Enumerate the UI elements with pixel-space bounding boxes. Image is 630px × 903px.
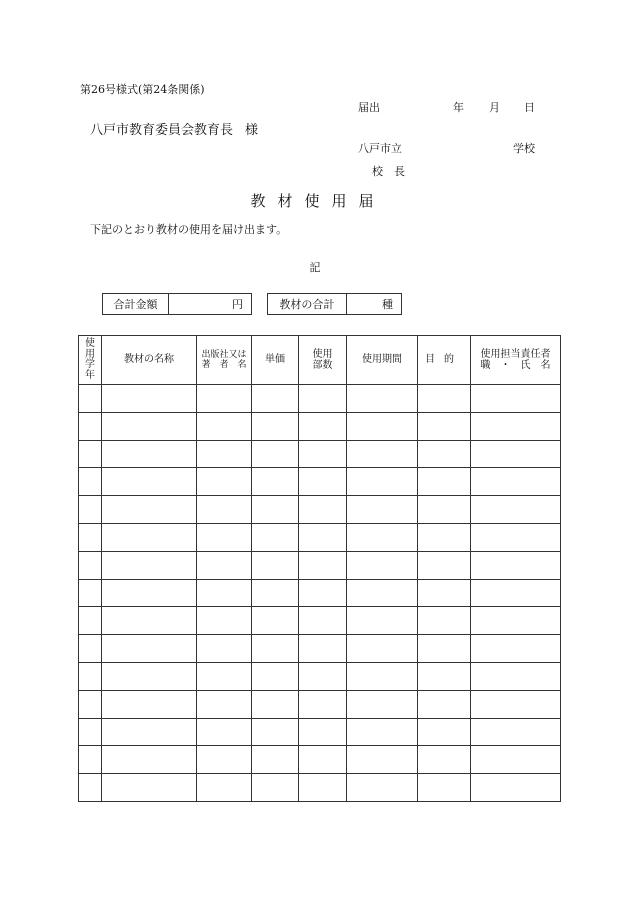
- period-cell[interactable]: [347, 690, 418, 718]
- purpose-cell[interactable]: [418, 496, 471, 524]
- header-responsible: 使用担当責任者 職 ・ 氏 名: [471, 336, 561, 385]
- material-name-cell[interactable]: [102, 690, 197, 718]
- responsible-cell[interactable]: [471, 468, 561, 496]
- addressee-honorific: 様: [245, 123, 259, 138]
- purpose-cell[interactable]: [418, 468, 471, 496]
- material-name-cell[interactable]: [102, 496, 197, 524]
- responsible-cell[interactable]: [471, 607, 561, 635]
- period-cell[interactable]: [347, 579, 418, 607]
- table-row: [79, 718, 561, 746]
- principal-label: 校 長: [372, 165, 405, 178]
- period-cell[interactable]: [347, 662, 418, 690]
- header-material-name: 教材の名称: [102, 336, 197, 385]
- unit-price-cell[interactable]: [252, 496, 299, 524]
- responsible-cell[interactable]: [471, 718, 561, 746]
- material-count-field[interactable]: [347, 294, 401, 314]
- grade-cell[interactable]: [79, 690, 102, 718]
- grade-cell[interactable]: [79, 468, 102, 496]
- responsible-cell[interactable]: [471, 496, 561, 524]
- copies-cell[interactable]: [299, 718, 347, 746]
- publisher-cell[interactable]: [197, 746, 252, 774]
- table-body: [79, 385, 561, 802]
- purpose-cell[interactable]: [418, 718, 471, 746]
- copies-cell[interactable]: [299, 607, 347, 635]
- header-purpose: 目的: [418, 336, 471, 385]
- responsible-cell[interactable]: [471, 551, 561, 579]
- unit-price-cell[interactable]: [252, 468, 299, 496]
- ki-label: 記: [309, 261, 321, 274]
- purpose-cell[interactable]: [418, 774, 471, 802]
- addressee-line: [90, 119, 258, 138]
- responsible-cell[interactable]: [471, 662, 561, 690]
- publisher-cell[interactable]: [197, 385, 252, 413]
- table-row: [79, 551, 561, 579]
- unit-price-cell[interactable]: [252, 385, 299, 413]
- grade-cell[interactable]: [79, 551, 102, 579]
- period-cell[interactable]: [347, 440, 418, 468]
- material-count-box: [267, 293, 402, 315]
- material-name-cell[interactable]: [102, 662, 197, 690]
- copies-cell[interactable]: [299, 690, 347, 718]
- unit-price-cell[interactable]: [252, 440, 299, 468]
- copies-cell[interactable]: [299, 635, 347, 663]
- submission-date-line: [358, 99, 536, 113]
- copies-cell[interactable]: [299, 385, 347, 413]
- copies-cell[interactable]: [299, 774, 347, 802]
- material-name-cell[interactable]: [102, 385, 197, 413]
- material-name-cell[interactable]: [102, 635, 197, 663]
- copies-cell[interactable]: [299, 746, 347, 774]
- grade-cell[interactable]: [79, 607, 102, 635]
- header-publisher: 出版社又は 著 者 名: [197, 336, 252, 385]
- unit-price-cell[interactable]: [252, 579, 299, 607]
- material-name-cell[interactable]: [102, 579, 197, 607]
- school-suffix: 学校: [513, 142, 535, 155]
- period-cell[interactable]: [347, 468, 418, 496]
- unit-price-cell[interactable]: [252, 412, 299, 440]
- submission-label: 届出: [358, 101, 380, 114]
- intro-text: 下記のとおり教材の使用を届け出ます。: [90, 223, 288, 236]
- copies-cell[interactable]: [299, 551, 347, 579]
- responsible-cell[interactable]: [471, 523, 561, 551]
- document-title: 教材使用届: [250, 192, 386, 210]
- period-cell[interactable]: [347, 551, 418, 579]
- purpose-cell[interactable]: [418, 551, 471, 579]
- publisher-cell[interactable]: [197, 440, 252, 468]
- material-name-cell[interactable]: [102, 412, 197, 440]
- publisher-cell[interactable]: [197, 551, 252, 579]
- table-row: [79, 746, 561, 774]
- grade-cell[interactable]: [79, 412, 102, 440]
- responsible-cell[interactable]: [471, 774, 561, 802]
- copies-cell[interactable]: [299, 468, 347, 496]
- table-row: [79, 579, 561, 607]
- purpose-cell[interactable]: [418, 523, 471, 551]
- unit-price-cell[interactable]: [252, 690, 299, 718]
- school-line: [358, 140, 538, 154]
- unit-price-cell[interactable]: [252, 718, 299, 746]
- grade-cell[interactable]: [79, 662, 102, 690]
- period-cell[interactable]: [347, 523, 418, 551]
- purpose-cell[interactable]: [418, 746, 471, 774]
- grade-cell[interactable]: [79, 496, 102, 524]
- grade-cell[interactable]: [79, 440, 102, 468]
- responsible-cell[interactable]: [471, 412, 561, 440]
- unit-price-cell[interactable]: [252, 662, 299, 690]
- purpose-cell[interactable]: [418, 579, 471, 607]
- copies-cell[interactable]: [299, 579, 347, 607]
- purpose-cell[interactable]: [418, 635, 471, 663]
- yen-unit: 円: [232, 298, 243, 311]
- grade-cell[interactable]: [79, 635, 102, 663]
- grade-cell[interactable]: [79, 385, 102, 413]
- material-name-cell[interactable]: [102, 607, 197, 635]
- responsible-cell[interactable]: [471, 579, 561, 607]
- publisher-cell[interactable]: [197, 412, 252, 440]
- header-copies: 使用 部数: [299, 336, 347, 385]
- table-row: [79, 607, 561, 635]
- addressee-name: 八戸市教育委員会教育長: [90, 123, 234, 138]
- total-amount-field[interactable]: [169, 294, 251, 314]
- material-name-cell[interactable]: [102, 718, 197, 746]
- table-row: [79, 440, 561, 468]
- period-cell[interactable]: [347, 496, 418, 524]
- purpose-cell[interactable]: [418, 662, 471, 690]
- year-label: 年: [453, 101, 464, 114]
- responsible-cell[interactable]: [471, 690, 561, 718]
- publisher-cell[interactable]: [197, 523, 252, 551]
- purpose-cell[interactable]: [418, 440, 471, 468]
- publisher-cell[interactable]: [197, 579, 252, 607]
- material-name-cell[interactable]: [102, 440, 197, 468]
- table-row: [79, 468, 561, 496]
- grade-cell[interactable]: [79, 746, 102, 774]
- publisher-cell[interactable]: [197, 718, 252, 746]
- publisher-cell[interactable]: [197, 690, 252, 718]
- copies-cell[interactable]: [299, 662, 347, 690]
- table-row: [79, 496, 561, 524]
- purpose-cell[interactable]: [418, 412, 471, 440]
- unit-price-cell[interactable]: [252, 607, 299, 635]
- period-cell[interactable]: [347, 607, 418, 635]
- material-name-cell[interactable]: [102, 523, 197, 551]
- table-row: [79, 774, 561, 802]
- purpose-cell[interactable]: [418, 607, 471, 635]
- school-prefix: 八戸市立: [358, 142, 402, 155]
- unit-price-cell[interactable]: [252, 551, 299, 579]
- period-cell[interactable]: [347, 718, 418, 746]
- period-cell[interactable]: [347, 774, 418, 802]
- form-number: 第26号様式(第24条関係): [80, 83, 205, 96]
- header-period: 使用期間: [347, 336, 418, 385]
- material-name-cell[interactable]: [102, 746, 197, 774]
- grade-cell[interactable]: [79, 523, 102, 551]
- publisher-cell[interactable]: [197, 662, 252, 690]
- copies-cell[interactable]: [299, 523, 347, 551]
- copies-cell[interactable]: [299, 440, 347, 468]
- purpose-cell[interactable]: [418, 690, 471, 718]
- table-header-row: [79, 336, 561, 385]
- responsible-cell[interactable]: [471, 440, 561, 468]
- period-cell[interactable]: [347, 412, 418, 440]
- material-count-label: 教材の合計: [268, 294, 347, 314]
- publisher-cell[interactable]: [197, 635, 252, 663]
- table-row: [79, 635, 561, 663]
- publisher-cell[interactable]: [197, 774, 252, 802]
- total-amount-box: [102, 293, 252, 315]
- publisher-cell[interactable]: [197, 607, 252, 635]
- material-name-cell[interactable]: [102, 468, 197, 496]
- copies-cell[interactable]: [299, 412, 347, 440]
- day-label: 日: [524, 101, 535, 114]
- unit-price-cell[interactable]: [252, 523, 299, 551]
- table-row: [79, 690, 561, 718]
- month-label: 月: [489, 101, 500, 114]
- unit-price-cell[interactable]: [252, 635, 299, 663]
- header-unit-price: 単価: [252, 336, 299, 385]
- grade-cell[interactable]: [79, 579, 102, 607]
- table-row: [79, 662, 561, 690]
- table-row: [79, 385, 561, 413]
- material-name-cell[interactable]: [102, 551, 197, 579]
- header-grade: 使 用 学 年: [79, 336, 102, 385]
- publisher-cell[interactable]: [197, 496, 252, 524]
- grade-cell[interactable]: [79, 774, 102, 802]
- responsible-cell[interactable]: [471, 385, 561, 413]
- purpose-cell[interactable]: [418, 385, 471, 413]
- unit-price-cell[interactable]: [252, 746, 299, 774]
- material-name-cell[interactable]: [102, 774, 197, 802]
- responsible-cell[interactable]: [471, 635, 561, 663]
- table-row: [79, 412, 561, 440]
- copies-cell[interactable]: [299, 496, 347, 524]
- publisher-cell[interactable]: [197, 468, 252, 496]
- unit-price-cell[interactable]: [252, 774, 299, 802]
- materials-table: [78, 335, 561, 802]
- grade-cell[interactable]: [79, 718, 102, 746]
- kind-unit: 種: [382, 298, 393, 311]
- table-row: [79, 523, 561, 551]
- period-cell[interactable]: [347, 635, 418, 663]
- period-cell[interactable]: [347, 746, 418, 774]
- period-cell[interactable]: [347, 385, 418, 413]
- responsible-cell[interactable]: [471, 746, 561, 774]
- total-amount-label: 合計金額: [103, 294, 169, 314]
